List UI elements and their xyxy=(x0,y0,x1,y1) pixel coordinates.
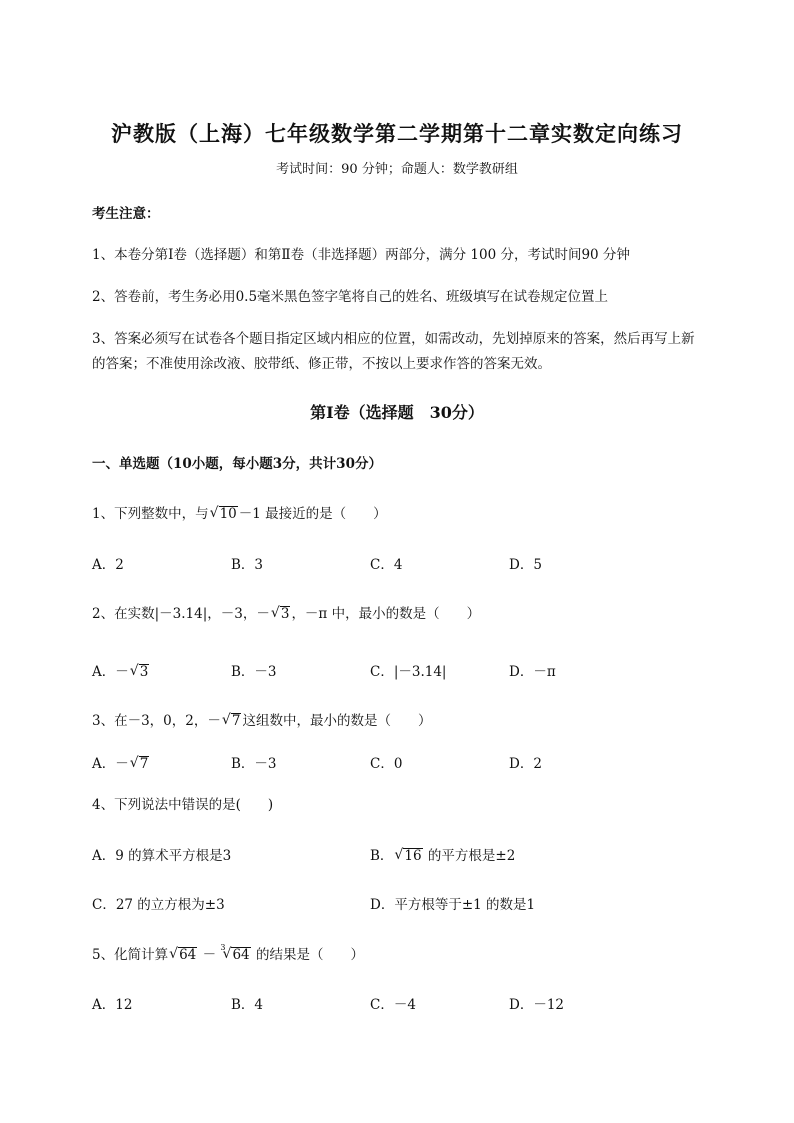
q2-option-b[interactable]: B．－3 xyxy=(231,664,277,680)
q4-option-b[interactable] xyxy=(370,844,515,864)
sqrt-symbol xyxy=(210,506,238,522)
q1-option-d[interactable]: D．5 xyxy=(509,557,542,573)
q4-option-d[interactable]: D．平方根等于±1 的数是1 xyxy=(370,897,536,913)
question-2-stem xyxy=(92,602,480,622)
q3-option-d[interactable]: D．2 xyxy=(509,756,542,772)
q3-option-b[interactable]: B．－3 xyxy=(231,756,277,772)
q3-option-a[interactable] xyxy=(92,752,150,772)
question-1-stem xyxy=(92,502,387,522)
q5-option-a[interactable]: A．12 xyxy=(92,997,133,1013)
notice-heading: 考生注意： xyxy=(92,206,160,222)
q5-option-c[interactable]: C．－4 xyxy=(370,997,416,1013)
q2-option-d[interactable]: D．－π xyxy=(509,664,556,680)
q5-minus: － xyxy=(198,947,221,963)
q5-stem-pre: 5、化简计算 xyxy=(92,947,169,963)
sqrt-symbol xyxy=(130,756,150,772)
sqrt-symbol xyxy=(169,947,197,963)
q2-radicand: 3 xyxy=(280,606,290,622)
q3-option-a-radicand: 7 xyxy=(139,756,149,772)
q1-stem-pre: 1、下列整数中，与 xyxy=(92,506,209,522)
cube-root-index: 3 xyxy=(220,943,226,952)
q5-stem-post: 的结果是（ ） xyxy=(251,947,364,963)
q2-stem-pre: 2、在实数|－3.14|，－3，－ xyxy=(92,606,270,622)
q4-option-b-post: 的平方根是±2 xyxy=(423,848,516,864)
q3-option-c[interactable]: C．0 xyxy=(370,756,403,772)
q3-radicand: 7 xyxy=(231,713,241,729)
notice-item-1: 1、本卷分第Ⅰ卷（选择题）和第Ⅱ卷（非选择题）两部分，满分 100 分，考试时间90 分钟 xyxy=(92,247,630,263)
notice-item-3-line1: 3、答案必须写在试卷各个题目指定区域内相应的位置，如需改动，先划掉原来的答案，然后再写上新 xyxy=(92,331,695,347)
section-title: 第Ⅰ卷（选择题 30分） xyxy=(310,403,484,422)
exam-subtitle: 考试时间：90 分钟；命题人：数学教研组 xyxy=(276,162,518,177)
q5-option-b[interactable]: B．4 xyxy=(231,997,264,1013)
q3-stem-post: 这组数中，最小的数是（ ） xyxy=(242,713,432,729)
question-3-stem xyxy=(92,709,431,729)
part1-heading: 一、单选题（10小题，每小题3分，共计30分） xyxy=(92,456,382,472)
q4-option-b-radicand: 16 xyxy=(404,848,422,864)
q3-option-a-pre: A．－ xyxy=(92,756,129,772)
sqrt-symbol xyxy=(394,848,422,864)
q1-option-a[interactable]: A．2 xyxy=(92,557,124,573)
q2-option-c[interactable]: C．|－3.14| xyxy=(370,664,447,680)
q5-radicand-2: 64 xyxy=(232,947,250,963)
q2-option-a-radicand: 3 xyxy=(139,664,149,680)
question-4-stem: 4、下列说法中错误的是( ) xyxy=(92,797,274,813)
q4-option-a[interactable]: A．9 的算术平方根是3 xyxy=(92,848,232,864)
notice-item-3-line2: 的答案；不准使用涂改液、胶带纸、修正带，不按以上要求作答的答案无效。 xyxy=(92,356,551,372)
q5-radicand-1: 64 xyxy=(179,947,197,963)
sqrt-symbol xyxy=(130,664,150,680)
q4-option-c[interactable]: C．27 的立方根为±3 xyxy=(92,897,225,913)
q1-option-c[interactable]: C．4 xyxy=(370,557,403,573)
q1-radicand: 10 xyxy=(219,506,237,522)
sqrt-symbol xyxy=(271,606,291,622)
notice-item-2: 2、答卷前，考生务必用0.5毫米黑色签字笔将自己的姓名、班级填写在试卷规定位置上 xyxy=(92,289,609,305)
question-5-stem xyxy=(92,943,364,963)
document-title: 沪教版（上海）七年级数学第二学期第十二章实数定向练习 xyxy=(111,121,683,146)
q2-option-a-pre: A．－ xyxy=(92,664,129,680)
q4-option-b-pre: B． xyxy=(370,848,394,864)
q3-stem-pre: 3、在－3，0，2，－ xyxy=(92,713,221,729)
q1-stem-post: －1 最接近的是（ ） xyxy=(238,506,387,522)
cube-root-symbol xyxy=(222,947,250,963)
q2-option-a[interactable] xyxy=(92,660,150,680)
q1-option-b[interactable]: B．3 xyxy=(231,557,264,573)
q5-option-d[interactable]: D．－12 xyxy=(509,997,565,1013)
sqrt-symbol xyxy=(222,713,242,729)
q2-stem-post: ，－π 中，最小的数是（ ） xyxy=(291,606,481,622)
